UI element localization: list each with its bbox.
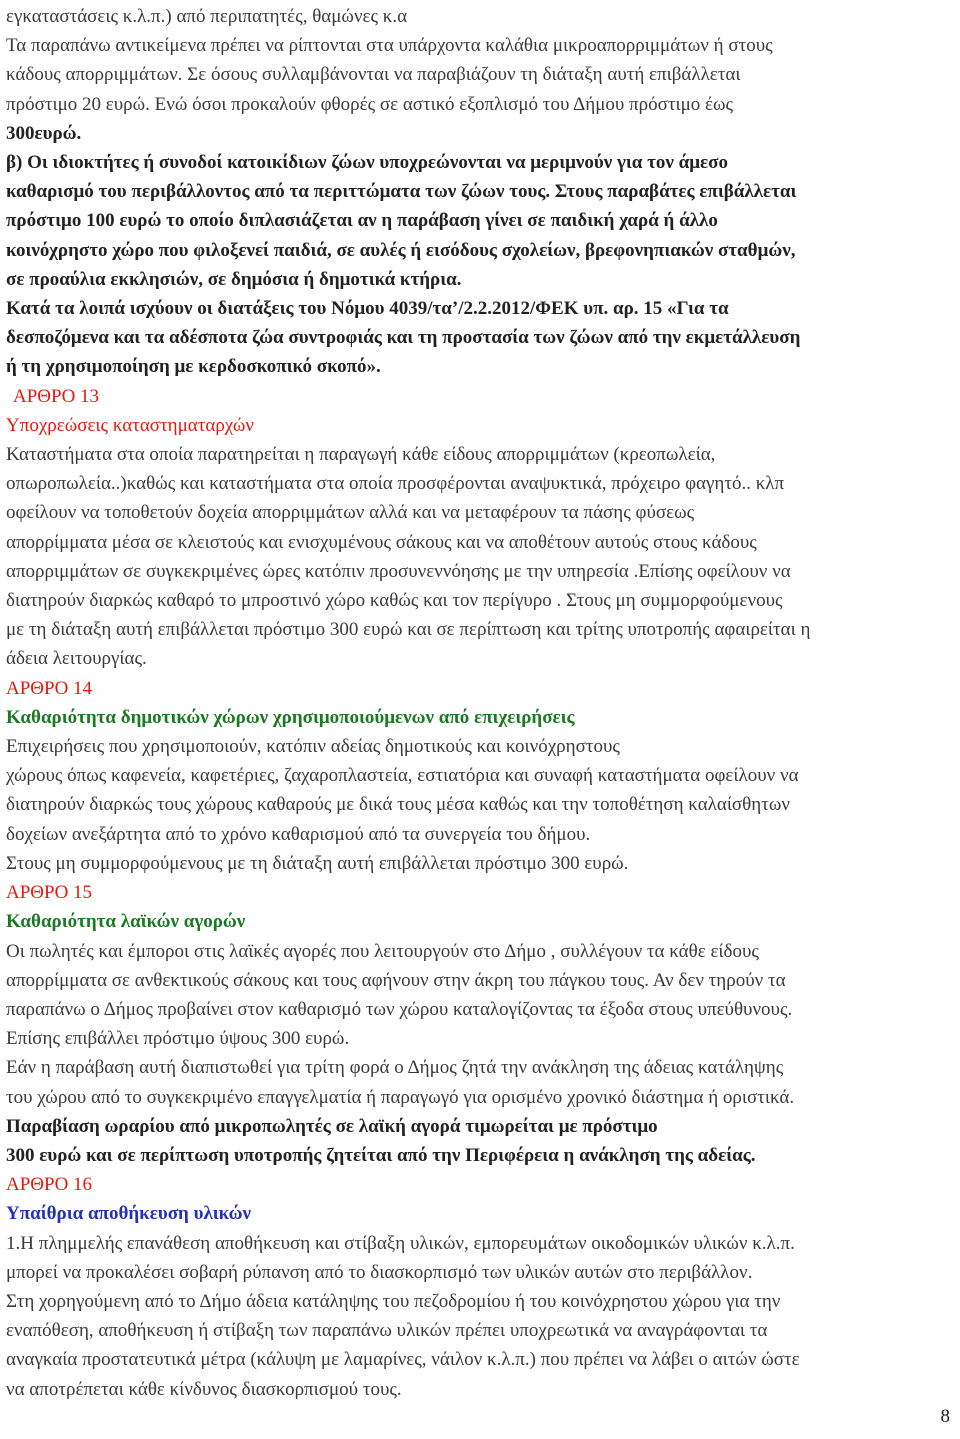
text-line: απορρίμματα μέσα σε κλειστούς και ενισχυμένους σάκους και να αποθέτουν αυτούς στους κάδους (6, 531, 757, 553)
text-line: δεσποζόμενα και τα αδέσποτα ζώα συντροφιάς και τη προστασία των ζώων από την εκμετάλλευση (6, 327, 801, 349)
article-heading-15: ΑΡΘΡΟ 15 (6, 882, 93, 904)
text-line: οφείλουν να τοποθετούν δοχεία απορριμμάτων αλλά και να μεταφέρουν τα πάσης φύσεως (6, 502, 695, 524)
text-line: εγκαταστάσεις κ.λ.π.) από περιπατητές, θαμώνες κ.α (6, 6, 408, 27)
text-line: με τη διάταξη αυτή επιβάλλεται πρόστιμο 300 ευρώ και σε περίπτωση και τρίτης υποτροπής αφαιρείται η (6, 619, 811, 641)
text-line: Εάν η παράβαση αυτή διαπιστωθεί για τρίτη φορά ο Δήμος ζητά την ανάκληση της άδειας κατάληψης (6, 1057, 784, 1079)
text-line: 300 ευρώ και σε περίπτωση υποτροπής ζητείται από την Περιφέρεια η ανάκληση της αδείας. (6, 1144, 756, 1166)
text-line: κοινόχρηστο χώρο που φιλοξενεί παιδιά, σε αυλές ή εισόδους σχολείων, βρεφονηπιακών σταθμών, (6, 239, 796, 261)
section-title-16: Υπαίθρια αποθήκευση υλικών (6, 1203, 252, 1225)
text-line: απορρίμματα σε ανθεκτικούς σάκους και τους αφήνουν στην άκρη του πάγκου τους. Αν δεν τηρούν τα (6, 969, 786, 991)
text-line: β) Οι ιδιοκτήτες ή συνοδοί κατοικίδιων ζώων υποχρεώνονται να μεριμνούν για τον άμεσο (6, 152, 728, 174)
text-line: ή τη χρησιμοποίηση με κερδοσκοπικό σκοπό». (6, 356, 381, 378)
text-line: Στους μη συμμορφούμενους με τη διάταξη αυτή επιβάλλεται πρόστιμο 300 ευρώ. (6, 852, 629, 874)
text-line: Καταστήματα στα οποία παρατηρείται η παραγωγή κάθε είδους απορριμμάτων (κρεοπωλεία, (6, 444, 716, 466)
text-line: απορριμμάτων σε συγκεκριμένες ώρες κατόπιν προσυνεννόησης με την υπηρεσία .Επίσης οφείλουν να (6, 560, 791, 582)
article-heading-14: ΑΡΘΡΟ 14 (6, 677, 93, 699)
text-line: άδεια λειτουργίας. (6, 648, 147, 670)
text-line: Οι πωλητές και έμποροι στις λαϊκές αγορές που λειτουργούν στο Δήμο , συλλέγουν τα κάθε είδους (6, 940, 759, 962)
section-title-15: Καθαριότητα λαϊκών αγορών (6, 911, 246, 933)
text-line: μπορεί να προκαλέσει σοβαρή ρύπανση από το διασκορπισμό των υλικών αυτών στο περιβάλλον. (6, 1261, 753, 1283)
text-line: παραπάνω ο Δήμος προβαίνει στον καθαρισμό των χώρου καταλογίζοντας τα έξοδα στους υπεύθυνους. (6, 998, 793, 1020)
article-heading-16: ΑΡΘΡΟ 16 (6, 1174, 93, 1196)
document-page (6, 2, 956, 1404)
text-line: διατηρούν διαρκώς καθαρό το μπροστινό χώρο καθώς και τον περίγυρο . Στους μη συμμορφούμενους (6, 590, 783, 612)
text-line: εναπόθεση, αποθήκευση ή στίβαξη των παραπάνω υλικών πρέπει υποχρεωτικά να αναγράφονται τα (6, 1320, 768, 1342)
text-line: Παραβίαση ωραρίου από μικροπωλητές σε λαϊκή αγορά τιμωρείται με πρόστιμο (6, 1115, 658, 1137)
page-number: 8 (940, 1406, 950, 1427)
text-line: να αποτρέπεται κάθε κίνδυνος διασκορπισμού τους. (6, 1378, 402, 1400)
text-line: Επιχειρήσεις που χρησιμοποιούν, κατόπιν αδείας δημοτικούς και κοινόχρηστους (6, 736, 620, 758)
text-line: Τα παραπάνω αντικείμενα πρέπει να ρίπτονται στα υπάρχοντα καλάθια μικροαπορριμμάτων ή στους (6, 35, 773, 57)
text-line: 300ευρώ. (6, 122, 82, 144)
text-line: Κατά τα λοιπά ισχύουν οι διατάξεις του Νόμου 4039/τα’/2.2.2012/ΦΕΚ υπ. αρ. 15 «Για τα (6, 298, 729, 320)
text-line: σε προαύλια εκκλησιών, σε δημόσια ή δημοτικά κτήρια. (6, 268, 462, 290)
text-line: Επίσης επιβάλλει πρόστιμο ύψους 300 ευρώ. (6, 1028, 350, 1050)
text-line: πρόστιμο 100 ευρώ το οποίο διπλασιάζεται αν η παράβαση γίνει σε παιδική χαρά ή άλλο (6, 210, 718, 232)
text-line: χώρους όπως καφενεία, καφετέριες, ζαχαροπλαστεία, εστιατόρια και συναφή καταστήματα οφείλουν να (6, 765, 799, 787)
text-line: πρόστιμο 20 ευρώ. Ενώ όσοι προκαλούν φθορές σε αστικό εξοπλισμό του Δήμου πρόστιμο έως (6, 93, 734, 115)
text-line: κάδους απορριμμάτων. Σε όσους συλλαμβάνονται να παραβιάζουν τη διάταξη αυτή επιβάλλεται (6, 64, 741, 86)
article-heading-13: ΑΡΘΡΟ 13 (13, 385, 100, 407)
text-line: του χώρου από το συγκεκριμένο επαγγελματία ή παραγωγό για ορισμένο χρονικό διάστημα ή οριστικά. (6, 1086, 795, 1108)
text-line: 1.Η πλημμελής επανάθεση αποθήκευση και στίβαξη υλικών, εμπορευμάτων οικοδομικών υλικών κ.λ.π. (6, 1232, 795, 1254)
text-line: καθαρισμό του περιβάλλοντος από τα περιττώματα των ζώων τους. Στους παραβάτες επιβάλλεται (6, 181, 797, 203)
text-line: Στη χορηγούμενη από το Δήμο άδεια κατάληψης του πεζοδρομίου ή του κοινόχρηστου χώρου για την (6, 1290, 781, 1312)
text-line: αναγκαία προστατευτικά μέτρα (κάλυψη με λαμαρίνες, νάιλον κ.λ.π.) που πρέπει να λάβει ο αιτών ώστε (6, 1349, 800, 1371)
section-title-14: Καθαριότητα δημοτικών χώρων χρησιμοποιούμενων από επιχειρήσεις (6, 706, 575, 728)
text-line: οπωροπωλεία..)καθώς και καταστήματα στα οποία προσφέρονται αναψυκτικά, πρόχειρο φαγητό.. κλπ (6, 473, 785, 495)
section-title-13: Υποχρεώσεις καταστηματαρχών (6, 414, 254, 436)
text-line: διατηρούν διαρκώς τους χώρους καθαρούς με δικά τους μέσα καθώς και την τοποθέτηση καλαίσθητων (6, 794, 790, 816)
text-line: δοχείων ανεξάρτητα από το χρόνο καθαρισμού από τα συνεργεία του δήμου. (6, 823, 591, 845)
